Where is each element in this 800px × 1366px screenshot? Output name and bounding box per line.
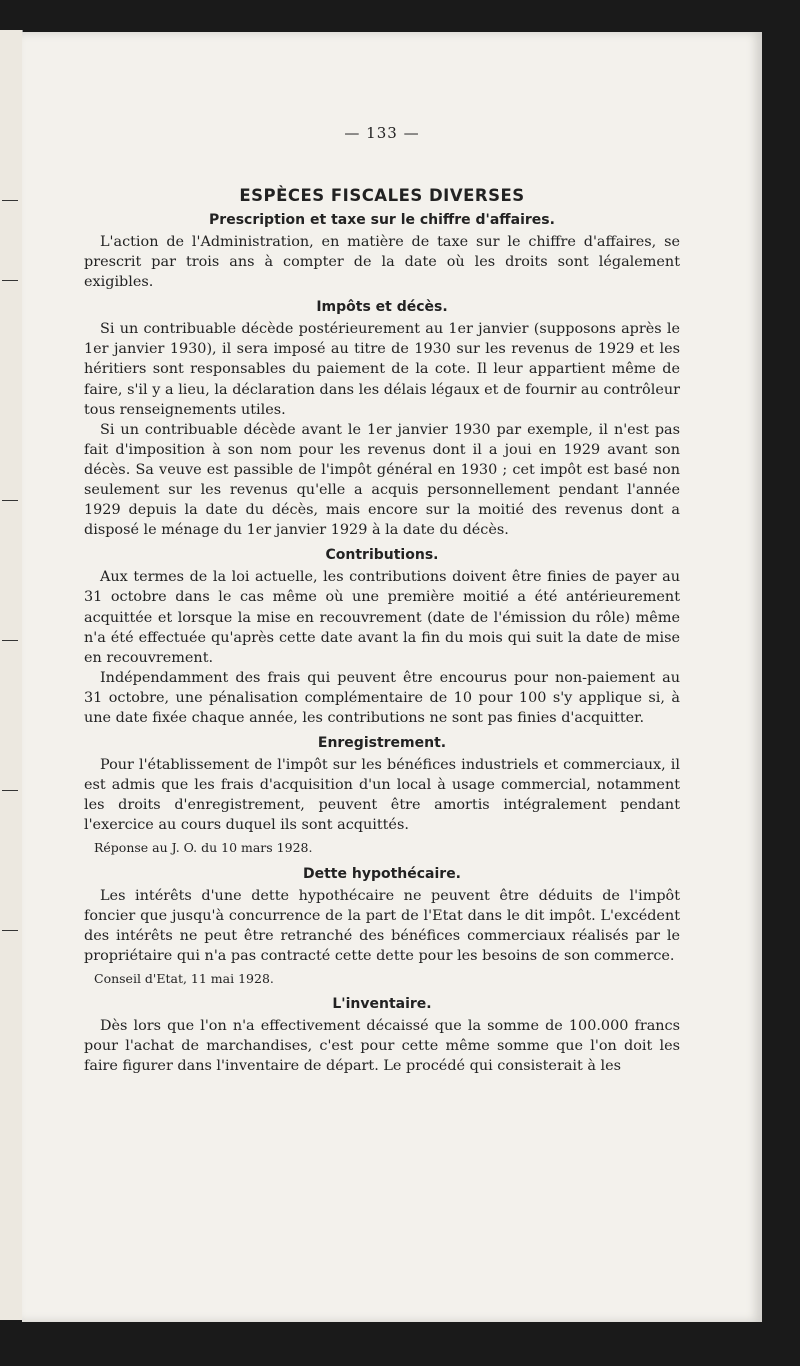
edge-mark	[2, 200, 18, 201]
paragraph: Indépendamment des frais qui peuvent être encourus pour non-paiement au 31 octobre, une pénalisation complémentaire de 10 pour 100 s'y applique si, à une date fixée chaque année, les contributions ne sont pas finies d'acquitter.	[84, 669, 680, 726]
adjacent-page-edge	[0, 30, 23, 1320]
paragraph: L'action de l'Administration, en matière de taxe sur le chiffre d'affaires, se prescrit par trois ans à compter de la date où les droits sont légalement exigibles.	[84, 234, 680, 291]
document-page	[22, 32, 762, 1322]
paragraph: Les intérêts d'une dette hypothécaire ne peuvent être déduits de l'impôt foncier que jusqu'à concurrence de la part de l'Etat dans le dit impôt. L'excédent des intérêts ne peut être retranché des bénéfices commerciaux réalisés par le propriétaire qui n'a pas contracté cette dette pour les besoins de son commerce.	[84, 887, 680, 964]
paragraph: Si un contribuable décède avant le 1er janvier 1930 par exemple, il n'est pas fait d'imposition à son nom pour les revenus dont il a joui en 1929 avant son décès. Sa veuve est passible de l'impôt général en 1930 ; cet impôt est basé non seulement sur les revenus qu'elle a acquis personnellement pendant l'année 1929 depuis la date du décès, mais encore sur la moitié des revenus dont a disposé le ménage du 1er janvier 1929 à la date du décès.	[84, 421, 680, 539]
edge-mark	[2, 280, 18, 281]
page-number: — 133 —	[344, 124, 420, 142]
edge-mark	[2, 790, 18, 791]
edge-mark	[2, 930, 18, 931]
source-reference: Réponse au J. O. du 10 mars 1928.	[94, 840, 313, 856]
edge-mark	[2, 640, 18, 641]
section-heading: L'inventaire.	[332, 996, 432, 1012]
section-heading: Prescription et taxe sur le chiffre d'affaires.	[209, 212, 555, 228]
paragraph: Aux termes de la loi actuelle, les contributions doivent être finies de payer au 31 octobre dans le cas même où une première moitié a été antérieurement acquittée et lorsque la mise en recouvrement (date de l'émission du rôle) même n'a été effectuée qu'après cette date avant la fin du mois qui suit la date de mise en recouvrement.	[84, 569, 680, 666]
paragraph: Pour l'établissement de l'impôt sur les bénéfices industriels et commerciaux, il est admis que les frais d'acquisition d'un local à usage commercial, notamment les droits d'enregistrement, peuvent être amortis intégralement pendant l'exercice au cours duquel ils sont acquittés.	[84, 757, 680, 834]
section-heading: Impôts et décès.	[316, 299, 448, 316]
section-heading: Dette hypothécaire.	[302, 865, 462, 882]
paragraph: Dès lors que l'on n'a effectivement décaissé que la somme de 100.000 francs pour l'achat de marchandises, c'est pour cette même somme que l'on doit les faire figurer dans l'inventaire de départ. Le procédé qui consisterait à les	[84, 1018, 680, 1075]
page-content	[84, 124, 680, 1076]
chapter-title: ESPÈCES FISCALES DIVERSES	[239, 186, 525, 205]
paragraph: Si un contribuable décède postérieurement au 1er janvier (supposons après le 1er janvier 1930), il sera imposé au titre de 1930 sur les revenus de 1929 et les héritiers sont responsables du paiement de la cote. Il leur appartient même de faire, s'il y a lieu, la déclaration dans les délais légaux et de fournir au contrôleur tous renseignements utiles.	[84, 321, 680, 418]
edge-mark	[2, 500, 18, 501]
section-heading: Enregistrement.	[317, 735, 447, 752]
source-reference: Conseil d'Etat, 11 mai 1928.	[94, 970, 274, 986]
section-heading: Contributions.	[325, 547, 439, 564]
